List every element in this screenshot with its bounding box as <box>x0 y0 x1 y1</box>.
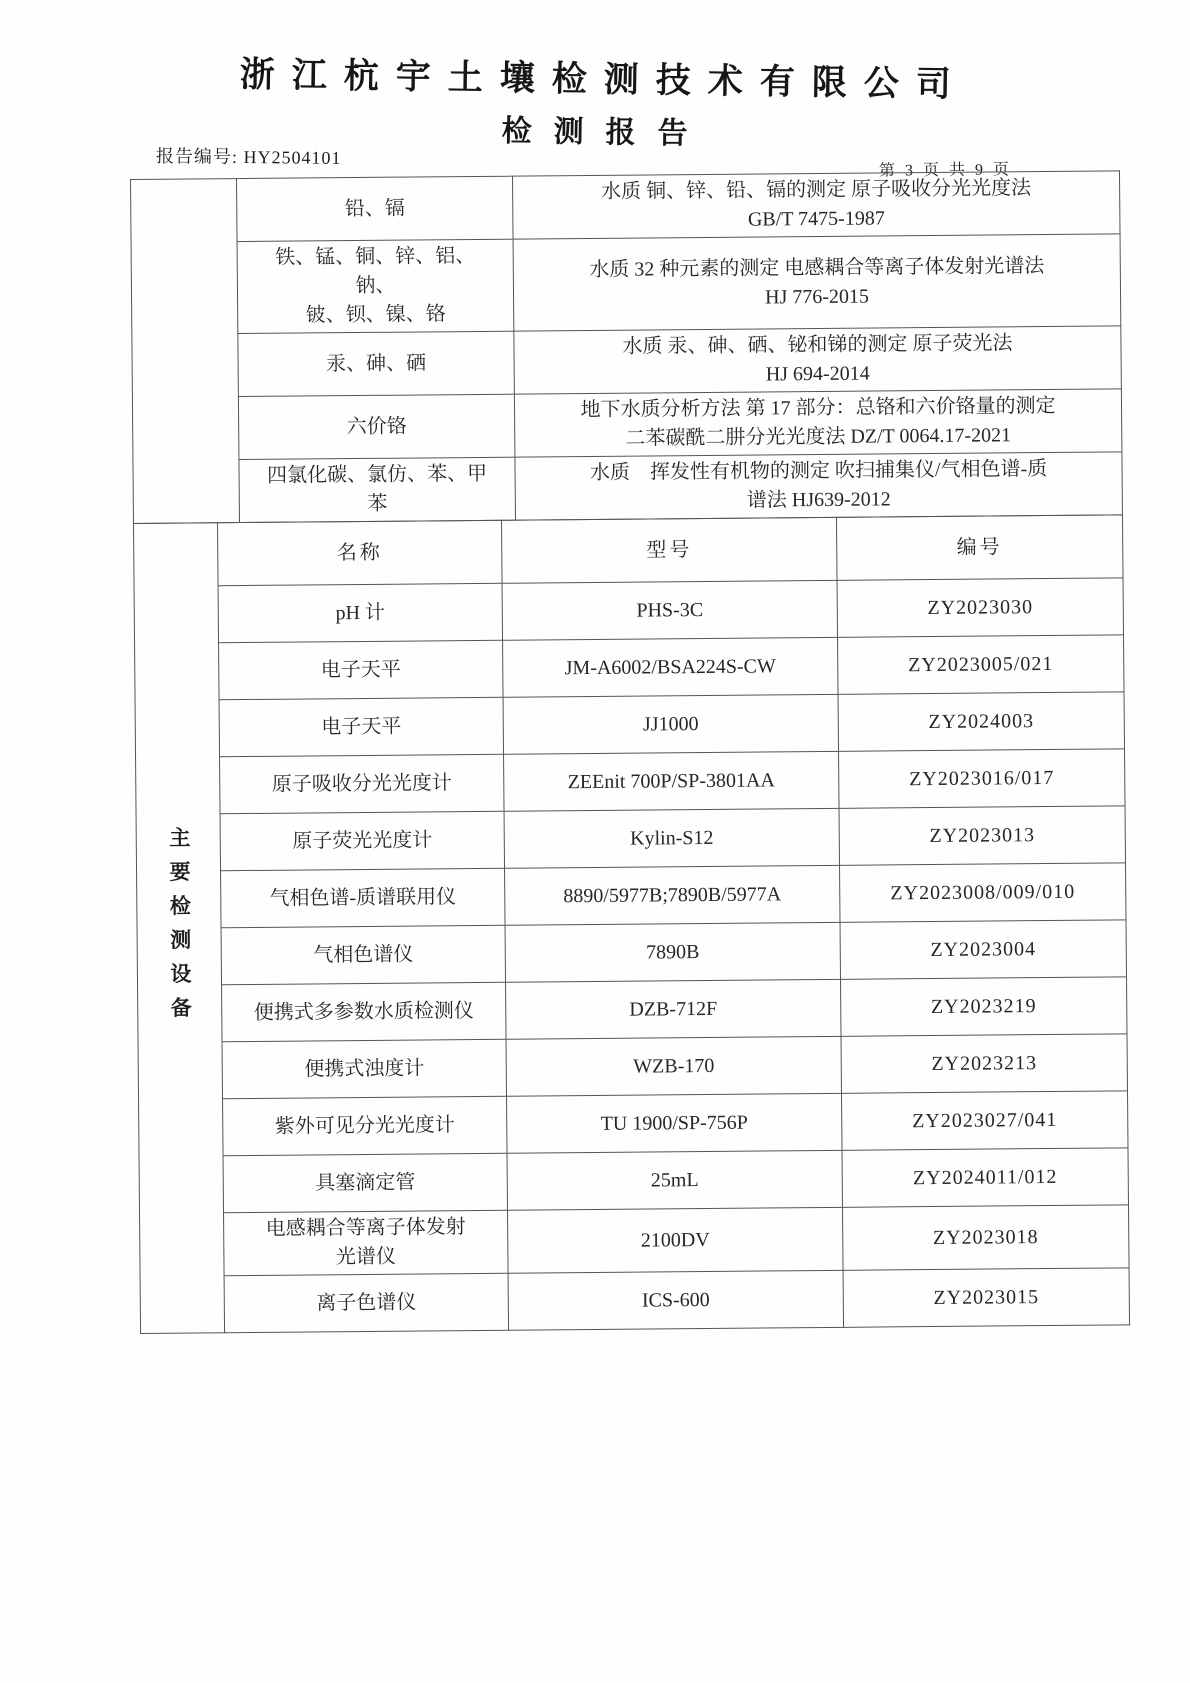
equipment-name-cell: 电子天平 <box>219 697 503 756</box>
method-line: 水质 铜、锌、铅、镉的测定 原子吸收分光光度法 <box>601 177 1032 203</box>
equipment-row <box>140 1205 1130 1277</box>
methods-row <box>131 171 1121 243</box>
equipment-table <box>133 514 1130 1334</box>
equipment-serial-cell: ZY2023219 <box>841 977 1127 1036</box>
equipment-serial-cell: ZY2023018 <box>843 1205 1130 1270</box>
column-header-name: 名称 <box>218 520 503 585</box>
method-line: 地下水质分析方法 第 17 部分：总铬和六价铬量的测定 <box>580 394 1056 422</box>
equipment-serial-cell: ZY2023015 <box>843 1268 1129 1327</box>
method-cell <box>514 389 1122 457</box>
equipment-row <box>136 806 1125 872</box>
equipment-name-cell: 原子吸收分光光度计 <box>220 754 504 813</box>
equipment-row <box>137 920 1126 986</box>
method-cell <box>515 452 1123 520</box>
equipment-model-cell: WZB-170 <box>506 1036 841 1096</box>
equipment-serial-cell: ZY2023027/041 <box>842 1091 1128 1150</box>
methods-row <box>133 452 1123 524</box>
equipment-serial-cell: ZY2024011/012 <box>842 1148 1128 1207</box>
equipment-name-line: 电感耦合等离子体发射 <box>265 1216 466 1240</box>
equipment-name-cell <box>224 1210 509 1275</box>
report-number-value: HY2504101 <box>243 146 342 168</box>
analyte-cell <box>237 239 514 333</box>
equipment-row <box>140 1268 1129 1334</box>
method-cell <box>512 171 1120 239</box>
methods-row <box>131 234 1121 335</box>
equipment-serial-cell: ZY2023016/017 <box>839 749 1125 808</box>
equipment-model-cell: 2100DV <box>508 1207 844 1273</box>
equipment-model-cell: TU 1900/SP-756P <box>507 1093 842 1153</box>
equipment-model-cell: JJ1000 <box>503 694 838 754</box>
equipment-name-cell: 紫外可见分光光度计 <box>223 1096 507 1155</box>
equipment-row <box>139 1148 1128 1214</box>
methods-row <box>132 326 1122 398</box>
analyte-cell <box>239 457 516 522</box>
method-line: 水质 32 种元素的测定 电感耦合等离子体发射光谱法 <box>589 254 1045 281</box>
equipment-row <box>134 578 1123 644</box>
equipment-serial-cell: ZY2023030 <box>837 578 1123 637</box>
analyte-line: 铍、钡、镍、铬 <box>305 303 446 327</box>
equipment-row <box>137 863 1126 929</box>
equipment-serial-cell: ZY2023213 <box>841 1034 1127 1093</box>
column-header-model: 型号 <box>501 517 837 583</box>
equipment-model-cell: Kylin-S12 <box>504 808 839 868</box>
analyte-line: 苯 <box>367 492 388 515</box>
equipment-name-cell: pH 计 <box>218 583 502 642</box>
equipment-row <box>138 977 1127 1043</box>
methods-empty-label-cell <box>131 179 240 524</box>
equipment-name-cell: 气相色谱仪 <box>221 925 505 984</box>
equipment-model-cell: PHS-3C <box>502 580 837 640</box>
equipment-section-label: 主要检测设备 <box>166 825 193 1031</box>
analyte-cell: 汞、砷、硒 <box>238 331 515 396</box>
column-header-serial: 编号 <box>836 515 1123 580</box>
document-title: 检测报告 <box>501 114 710 151</box>
equipment-model-cell: ICS-600 <box>508 1270 843 1330</box>
equipment-serial-cell: ZY2023005/021 <box>838 635 1124 694</box>
page-indicator: 第 3 页 共 9 页 <box>878 161 1013 180</box>
equipment-name-line: 光谱仪 <box>335 1245 397 1269</box>
report-number <box>156 142 342 170</box>
methods-row <box>132 389 1122 461</box>
equipment-row <box>135 635 1124 701</box>
method-cell <box>514 326 1122 394</box>
equipment-section-label-cell <box>134 523 225 1334</box>
equipment-name-cell: 便携式多参数水质检测仪 <box>222 982 506 1041</box>
equipment-model-cell: DZB-712F <box>506 979 841 1039</box>
method-standard: HJ 694-2014 <box>765 362 870 386</box>
equipment-header-row <box>134 515 1124 587</box>
equipment-model-cell: 7890B <box>505 922 840 982</box>
equipment-name-cell: 离子色谱仪 <box>224 1273 508 1332</box>
method-line: 水质 挥发性有机物的测定 吹扫捕集仪/气相色谱-质 <box>589 458 1048 484</box>
equipment-model-cell: 25mL <box>507 1150 842 1210</box>
method-standard: 二苯碳酰二肼分光光度法 DZ/T 0064.17-2021 <box>625 424 1012 450</box>
equipment-row <box>138 1034 1127 1100</box>
equipment-serial-cell: ZY2024003 <box>838 692 1124 751</box>
tables-container <box>130 170 1130 1334</box>
report-number-label: 报告编号: <box>155 146 239 167</box>
equipment-row <box>136 749 1125 815</box>
methods-table <box>130 170 1123 524</box>
equipment-serial-cell: ZY2023008/009/010 <box>840 863 1126 922</box>
company-title: 浙江杭宇土壤检测技术有限公司 <box>239 55 969 105</box>
equipment-name-cell: 电子天平 <box>219 640 503 699</box>
equipment-row <box>135 692 1124 758</box>
equipment-name-cell: 原子荧光光度计 <box>220 811 504 870</box>
equipment-row <box>139 1091 1128 1157</box>
equipment-serial-cell: ZY2023013 <box>839 806 1125 865</box>
analyte-line: 铁、锰、铜、锌、铝、钠、 <box>275 244 476 298</box>
equipment-model-cell: JM-A6002/BSA224S-CW <box>503 637 838 697</box>
equipment-serial-cell: ZY2023004 <box>840 920 1126 979</box>
equipment-name-cell: 具塞滴定管 <box>223 1153 507 1212</box>
method-standard: HJ 776-2015 <box>765 285 870 308</box>
analyte-cell: 铅、镉 <box>237 176 514 241</box>
method-line: 水质 汞、砷、硒、铋和锑的测定 原子荧光法 <box>622 332 1013 358</box>
equipment-model-cell: ZEEnit 700P/SP-3801AA <box>504 751 839 811</box>
analyte-cell: 六价铬 <box>238 394 515 459</box>
equipment-name-cell: 便携式浊度计 <box>222 1039 506 1098</box>
equipment-name-cell: 气相色谱-质谱联用仪 <box>221 868 505 927</box>
equipment-model-cell: 8890/5977B;7890B/5977A <box>505 865 840 925</box>
method-standard: 谱法 HJ639-2012 <box>746 488 891 512</box>
analyte-line: 四氯化碳、氯仿、苯、甲 <box>266 462 488 487</box>
method-standard: GB/T 7475-1987 <box>747 207 885 231</box>
method-cell <box>513 234 1121 331</box>
